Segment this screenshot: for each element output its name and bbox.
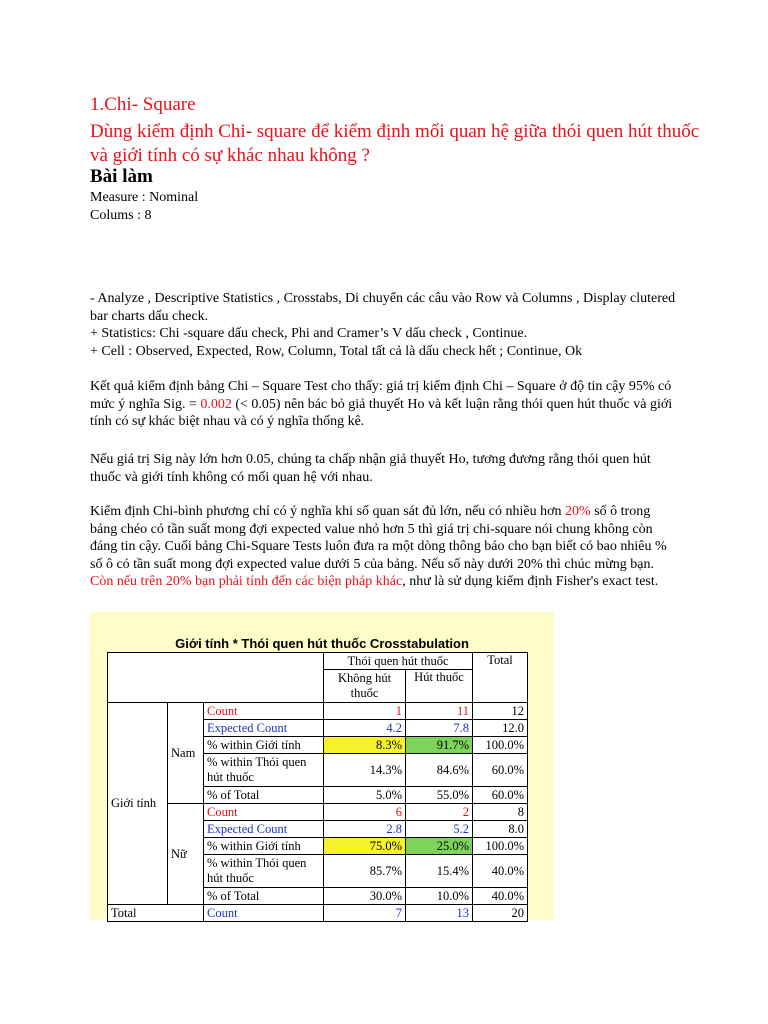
table-cell: 1	[324, 703, 406, 720]
stat-label: % within Thói quen hút thuốc	[204, 754, 324, 787]
table-cell: 8.3%	[324, 737, 406, 754]
header-corner	[108, 653, 324, 703]
stat-label: Expected Count	[204, 821, 324, 838]
stat-label: % within Thói quen hút thuốc	[204, 855, 324, 888]
stat-label: Count	[204, 905, 324, 922]
result-text-after: (< 0.05) nên bác bỏ giả thuyết Ho và kết luận rằng thói quen hút thuốc và giới tính có sự khác biệt nhau và có ý nghĩa thống kê.	[90, 396, 673, 429]
table-header-row	[108, 653, 528, 670]
total-row-label: Total	[108, 905, 204, 922]
stat-label: Count	[204, 703, 324, 720]
sig-value: 0.002	[200, 396, 232, 412]
nam-label: Nam	[168, 703, 204, 804]
answer-heading: Bài làm	[90, 166, 153, 187]
table-cell: 20	[473, 905, 528, 922]
steps-block	[90, 290, 680, 360]
table-cell: 2	[406, 804, 473, 821]
table-cell: 40.0%	[473, 855, 528, 888]
table-cell: 12	[473, 703, 528, 720]
measure-text: Measure : Nominal	[90, 190, 199, 205]
result-paragraph	[90, 378, 680, 431]
crosstab-figure	[90, 612, 554, 920]
table-cell: 55.0%	[406, 787, 473, 804]
crosstab-title: Giới tính * Thói quen hút thuốc Crosstabulation	[175, 636, 469, 651]
chi-square-note-paragraph	[90, 503, 680, 591]
table-cell: 13	[406, 905, 473, 922]
step-cell: + Cell : Observed, Expected, Row, Column, Total tất cả là dấu check hết ; Continue, Ok	[90, 343, 583, 359]
stat-label: Expected Count	[204, 720, 324, 737]
question-text: Dùng kiểm định Chi- square để kiểm định mối quan hệ giữa thói quen hút thuốc và giới tính có sự khác nhau không ?	[90, 121, 700, 166]
step-analyze: - Analyze , Descriptive Statistics , Crosstabs, Di chuyển các câu vào Row và Columns , Display clutered bar charts dấu check.	[90, 291, 676, 324]
table-row	[108, 804, 528, 821]
table-cell: 25.0%	[406, 838, 473, 855]
colums-text: Colums : 8	[90, 208, 152, 223]
step-statistics: + Statistics: Chi -square dấu check, Phi and Cramer’s V dấu check , Continue.	[90, 326, 528, 341]
table-cell: 40.0%	[473, 888, 528, 905]
sig-explanation-paragraph: Nếu giá trị Sig này lớn hơn 0.05, chúng ta chấp nhận giả thuyết Ho, tương đương rằng thói quen hút thuốc và giới tính không có mối quan hệ với nhau.	[90, 452, 651, 485]
col-group-header: Thói quen hút thuốc	[324, 653, 473, 670]
table-cell: 100.0%	[473, 737, 528, 754]
table-row-total	[108, 905, 528, 922]
table-cell: 7	[324, 905, 406, 922]
crosstab-table	[107, 652, 528, 922]
table-cell: 6	[324, 804, 406, 821]
nu-label: Nữ	[168, 804, 204, 905]
table-cell: 84.6%	[406, 754, 473, 787]
stat-label: % within Giới tính	[204, 838, 324, 855]
table-cell: 12.0	[473, 720, 528, 737]
note-text-b: số ô trong bảng chéo có tần suất mong đợi expected value nhỏ hơn 5 thì giá trị chi-square nói chung không còn đáng tin cậy. Cuối bảng Chi-Square Tests luôn đưa ra một dòng thông báo cho bạn biết có bao nhiêu % số ô có tần suất mong đợi expected value dưới 5 của bảng. Nếu số này dưới 20% thì chúc mừng bạn.	[90, 504, 667, 572]
section-heading: 1.Chi- Square	[90, 94, 196, 115]
table-cell: 30.0%	[324, 888, 406, 905]
table-cell: 85.7%	[324, 855, 406, 888]
table-cell: 15.4%	[406, 855, 473, 888]
table-cell: 10.0%	[406, 888, 473, 905]
table-row	[108, 703, 528, 720]
note-percent: 20%	[565, 504, 591, 519]
stat-label: % of Total	[204, 787, 324, 804]
table-cell: 8.0	[473, 821, 528, 838]
col-total-header: Total	[473, 653, 528, 703]
table-cell: 5.2	[406, 821, 473, 838]
table-cell: 60.0%	[473, 754, 528, 787]
note-text-a: Kiểm định Chi-bình phương chỉ có ý nghĩa khi số quan sát đủ lớn, nếu có nhiều hơn	[90, 504, 566, 519]
result-text-before: Kết quả kiểm định bảng Chi – Square Test cho thấy: giá trị kiểm định Chi – Square ở độ tin cậy 95% có mức ý nghĩa Sig. =	[90, 379, 672, 412]
table-cell: 7.8	[406, 720, 473, 737]
table-cell: 8	[473, 804, 528, 821]
table-cell: 60.0%	[473, 787, 528, 804]
stat-label: % of Total	[204, 888, 324, 905]
col-khong-hut-header: Không hút thuốc	[324, 670, 406, 703]
stat-label: Count	[204, 804, 324, 821]
table-cell: 14.3%	[324, 754, 406, 787]
table-cell: 2.8	[324, 821, 406, 838]
row-var-label: Giới tính	[108, 703, 168, 905]
table-cell: 100.0%	[473, 838, 528, 855]
stat-label: % within Giới tính	[204, 737, 324, 754]
table-cell: 4.2	[324, 720, 406, 737]
table-cell: 91.7%	[406, 737, 473, 754]
col-hut-header: Hút thuốc	[406, 670, 473, 703]
table-cell: 75.0%	[324, 838, 406, 855]
table-cell: 11	[406, 703, 473, 720]
note-warning: Còn nếu trên 20% bạn phải tính đến các biện pháp khác	[90, 574, 403, 589]
table-cell: 5.0%	[324, 787, 406, 804]
note-text-c: , như là sử dụng kiểm định Fisher's exact test.	[402, 574, 659, 589]
